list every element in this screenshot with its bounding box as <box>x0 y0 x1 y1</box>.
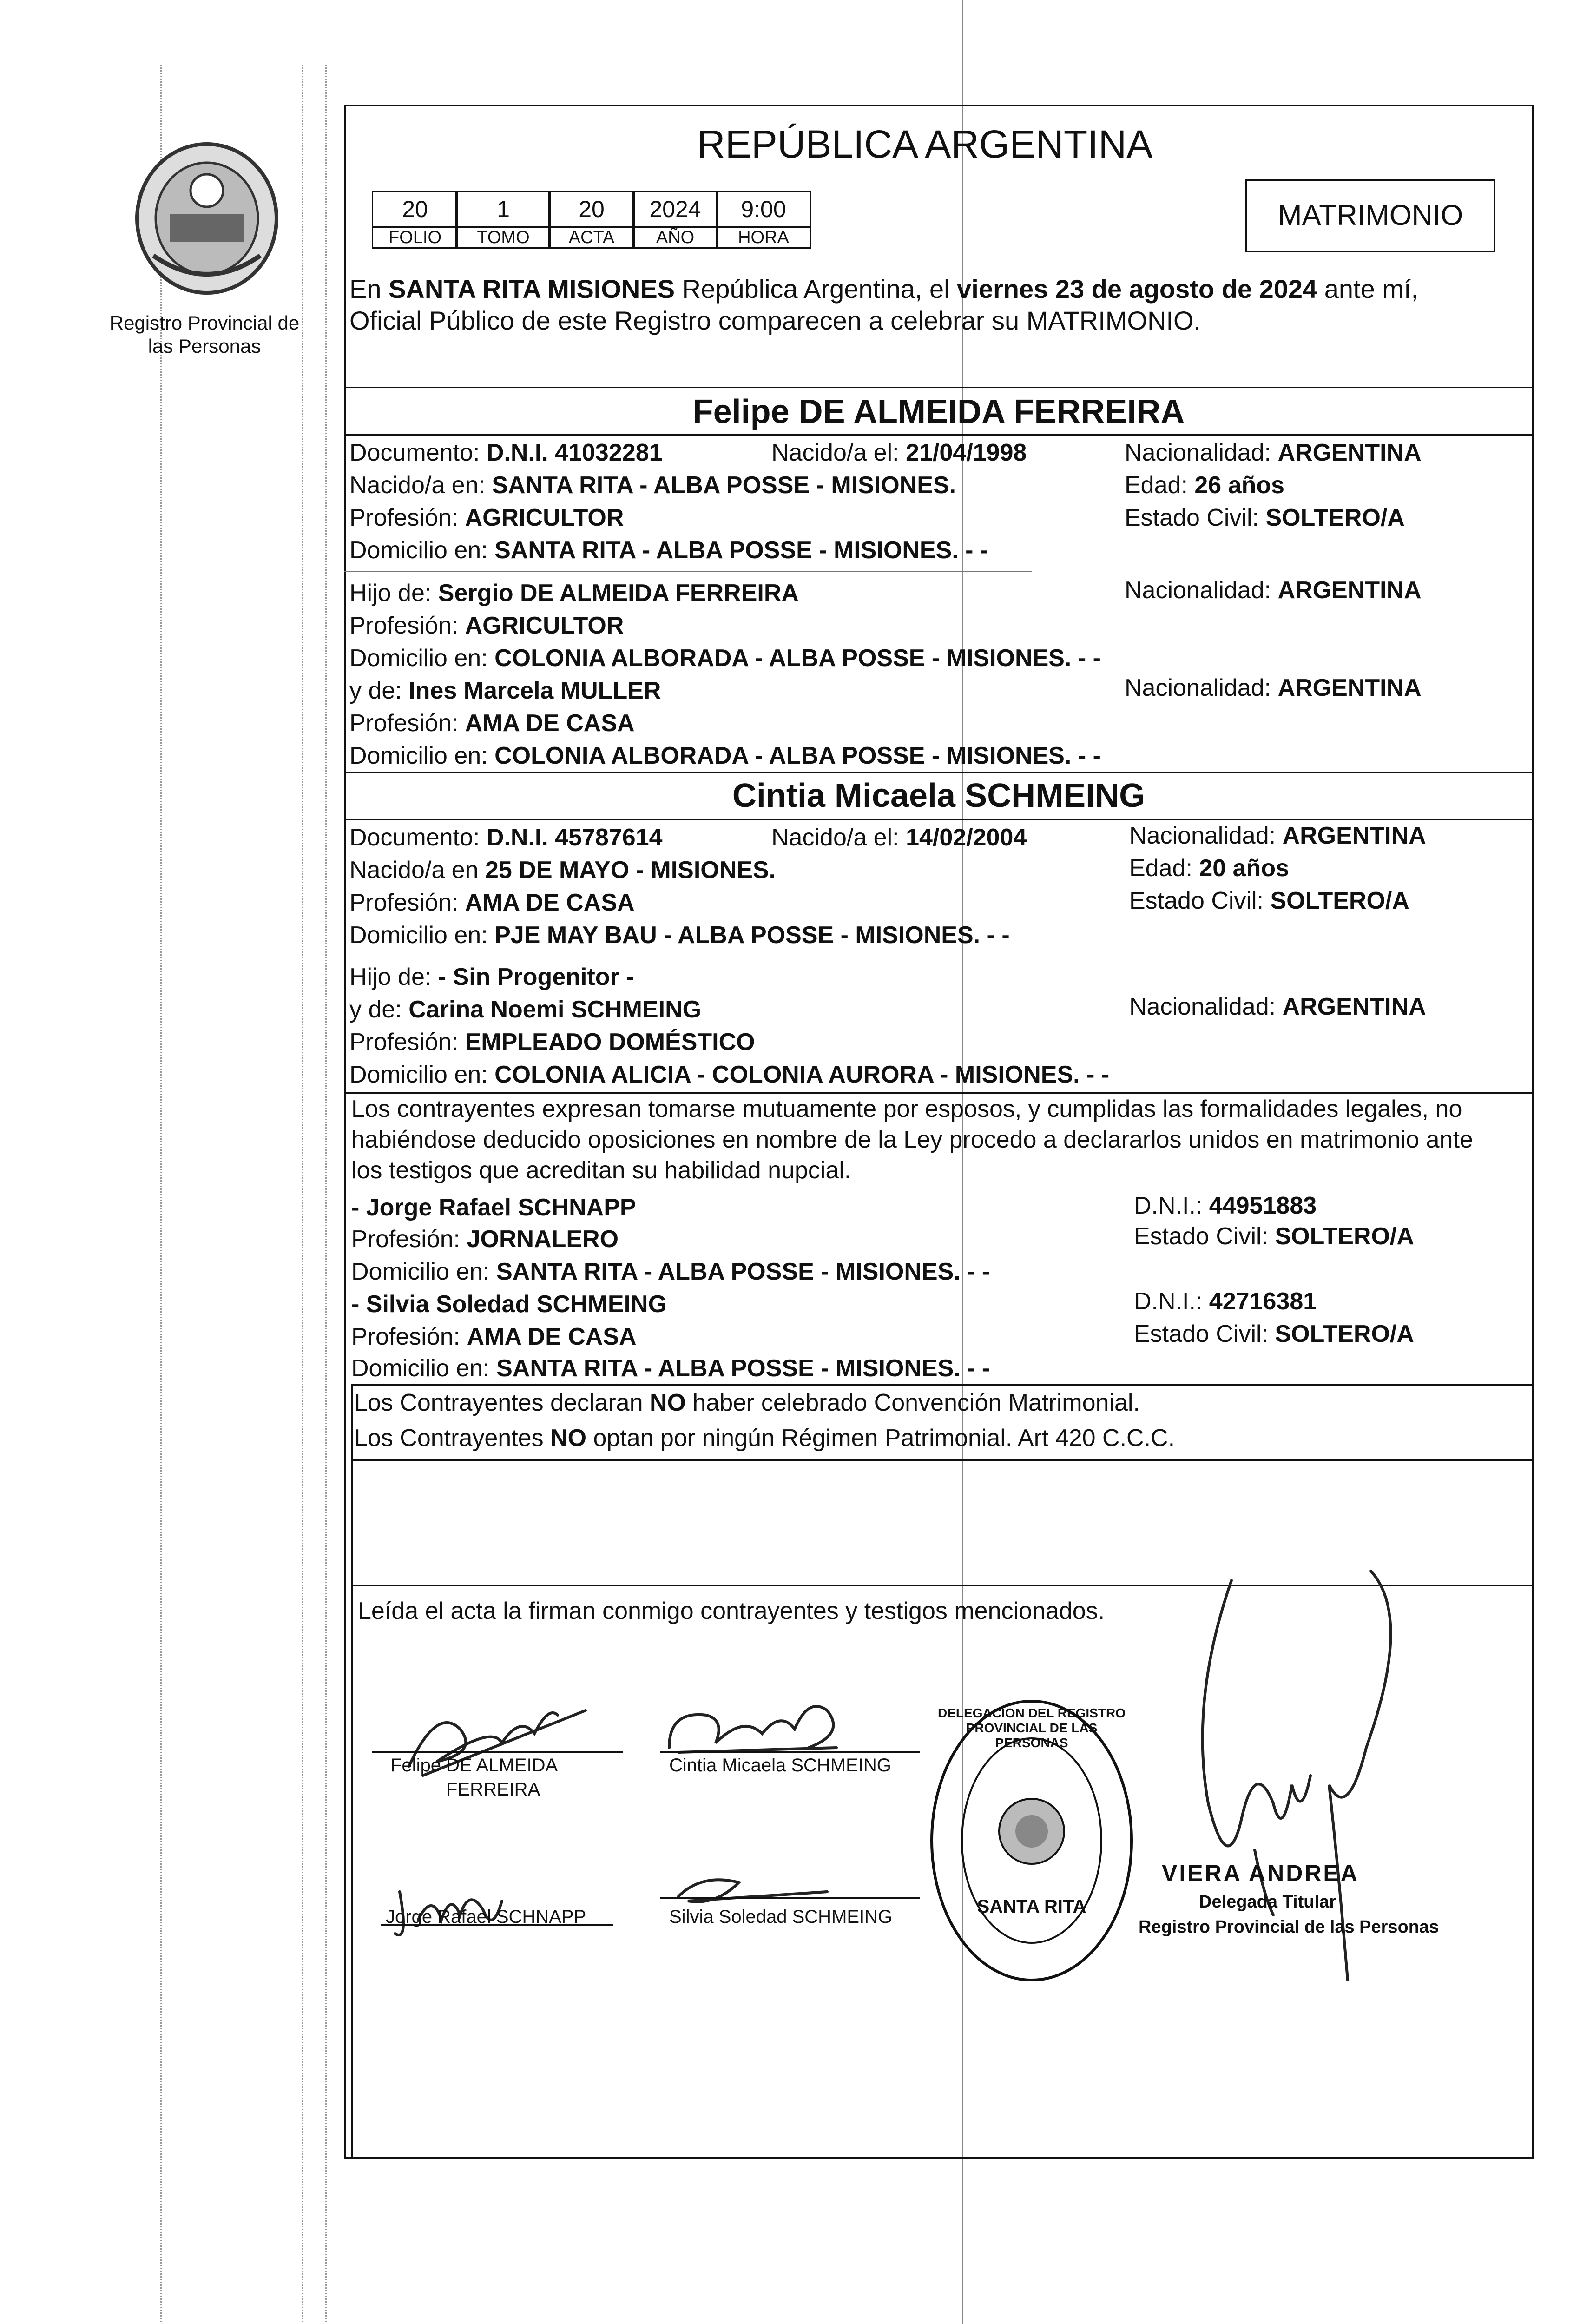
value: COLONIA ALICIA - COLONIA AURORA - MISIONES. - - <box>494 1061 1110 1088</box>
value: SOLTERO/A <box>1275 1223 1414 1250</box>
spouse2-mother-nat <box>1129 993 1426 1021</box>
label: Profesión: <box>349 889 459 916</box>
spouse2-mother-dom <box>349 1061 1109 1089</box>
declaration-line-3: los testigos que acreditan su habilidad nupcial. <box>351 1157 851 1184</box>
intro-date: viernes 23 de agosto de 2024 <box>957 274 1317 304</box>
label: y de: <box>349 996 402 1023</box>
label: Hijo de: <box>349 964 432 990</box>
label: Domicilio en: <box>349 1061 488 1088</box>
value: ARGENTINA <box>1282 822 1426 849</box>
value: AMA DE CASA <box>467 1323 637 1350</box>
spouse1-born <box>771 439 1027 467</box>
label: Nacido/a el: <box>771 824 899 851</box>
spouse2-civil <box>1129 887 1409 915</box>
value: AGRICULTOR <box>465 504 624 531</box>
value: 42716381 <box>1209 1288 1317 1315</box>
value: COLONIA ALBORADA - ALBA POSSE - MISIONES. - - <box>494 742 1101 769</box>
spouse1-mother-dom <box>349 742 1101 770</box>
value: 44951883 <box>1209 1192 1317 1219</box>
value: COLONIA ALBORADA - ALBA POSSE - MISIONES. - - <box>494 645 1101 672</box>
note-text: haber celebrado Convención Matrimonial. <box>685 1389 1140 1416</box>
closing-text: Leída el acta la firman conmigo contrayentes y testigos mencionados. <box>358 1598 1105 1624</box>
value: SANTA RITA - ALBA POSSE - MISIONES. <box>492 472 956 499</box>
value: SOLTERO/A <box>1265 504 1405 531</box>
witness1-prof <box>351 1225 619 1253</box>
witness2-name: - Silvia Soledad SCHMEING <box>351 1291 667 1318</box>
value: D.N.I. 41032281 <box>486 439 663 466</box>
label: Nacionalidad: <box>1129 993 1276 1020</box>
intro-place: SANTA RITA MISIONES <box>388 274 675 304</box>
label: Hijo de: <box>349 580 432 607</box>
value: ARGENTINA <box>1277 577 1422 604</box>
label: y de: <box>349 677 402 704</box>
value: SANTA RITA - ALBA POSSE - MISIONES. - - <box>496 1355 990 1382</box>
label: D.N.I.: <box>1134 1192 1203 1219</box>
spouse1-doc <box>349 439 663 467</box>
intro-line-1 <box>349 275 1418 303</box>
folio-label: FOLIO <box>372 226 458 249</box>
spouse1-nat <box>1125 439 1422 467</box>
label: Estado Civil: <box>1125 504 1259 531</box>
label: Nacionalidad: <box>1125 577 1271 604</box>
official-name: VIERA ANDREA <box>1162 1860 1359 1886</box>
note-convention <box>354 1389 1140 1417</box>
divider <box>344 1092 1534 1094</box>
signature-official <box>1171 1562 1431 2008</box>
spouse1-father <box>349 579 799 607</box>
value: 14/02/2004 <box>906 824 1027 851</box>
label: Profesión: <box>349 1029 459 1056</box>
label: Domicilio en: <box>351 1258 490 1285</box>
value: Sergio DE ALMEIDA FERREIRA <box>438 580 799 607</box>
official-title: Delegada Titular <box>1199 1892 1336 1912</box>
value: - Sin Progenitor - <box>438 964 634 990</box>
label: Domicilio en: <box>349 645 488 672</box>
label: Estado Civil: <box>1129 887 1264 914</box>
witness1-dom <box>351 1258 990 1286</box>
signature-label-spouse1-b: FERREIRA <box>446 1779 540 1800</box>
value: SANTA RITA - ALBA POSSE - MISIONES. - - <box>494 537 988 564</box>
spouse2-birthplace <box>349 856 776 884</box>
witness2-civil <box>1134 1320 1414 1348</box>
spouse1-birthplace <box>349 471 956 499</box>
label: Nacionalidad: <box>1129 822 1276 849</box>
spouse1-dom <box>349 536 988 564</box>
label: Nacido/a en: <box>349 472 485 499</box>
value: Ines Marcela MULLER <box>408 677 661 704</box>
note-regime <box>354 1424 1175 1452</box>
label: Profesión: <box>351 1323 461 1350</box>
spouse1-mother <box>349 677 661 705</box>
margin-guide <box>325 65 327 2324</box>
spouse2-doc <box>349 824 663 852</box>
anio-label: AÑO <box>632 226 718 249</box>
value: AGRICULTOR <box>465 612 624 639</box>
divider <box>351 1459 1534 1461</box>
value: D.N.I. 45787614 <box>486 824 663 851</box>
margin-guide <box>160 65 162 2324</box>
doc-type-box: MATRIMONIO <box>1245 179 1495 252</box>
label: Domicilio en: <box>349 742 488 769</box>
spouse1-mother-prof <box>349 709 635 737</box>
value: EMPLEADO DOMÉSTICO <box>465 1029 755 1056</box>
acta-label: ACTA <box>548 226 635 249</box>
label: Edad: <box>1125 472 1188 499</box>
witness1-name: - Jorge Rafael SCHNAPP <box>351 1194 636 1221</box>
value: ARGENTINA <box>1277 674 1422 701</box>
spouse2-nat <box>1129 822 1426 850</box>
signature-line <box>660 1897 920 1899</box>
intro-text: República Argentina, el <box>675 274 957 304</box>
signature-label-spouse1: Felipe DE ALMEIDA <box>390 1755 558 1776</box>
witness2-prof <box>351 1323 637 1351</box>
inner-left-border <box>351 1384 353 2159</box>
divider <box>344 819 1534 820</box>
value: AMA DE CASA <box>465 889 635 916</box>
note-no: NO <box>550 1425 587 1452</box>
label: Nacido/a el: <box>771 439 899 466</box>
label: Estado Civil: <box>1134 1223 1268 1250</box>
anio-value: 2024 <box>632 191 718 228</box>
spouse1-name: Felipe DE ALMEIDA FERREIRA <box>692 393 1185 430</box>
spouse2-name: Cintia Micaela SCHMEING <box>732 777 1146 814</box>
value: SOLTERO/A <box>1270 887 1409 914</box>
label: Domicilio en: <box>351 1355 490 1382</box>
value: 21/04/1998 <box>906 439 1027 466</box>
signature-witness1 <box>381 1864 520 1948</box>
spouse1-mother-nat <box>1125 674 1422 702</box>
note-no: NO <box>649 1389 686 1416</box>
spouse2-born <box>771 824 1027 852</box>
spouse2-prof <box>349 889 635 917</box>
divider <box>344 434 1534 436</box>
divider <box>351 1384 1534 1386</box>
intro-text: En <box>349 274 389 304</box>
label: Nacionalidad: <box>1125 674 1271 701</box>
label: Documento: <box>349 439 480 466</box>
label: Profesión: <box>351 1226 461 1253</box>
spouse2-father <box>349 963 634 991</box>
intro-line-2: Oficial Público de este Registro comparecen a celebrar su MATRIMONIO. <box>349 306 1201 335</box>
frame-bottom <box>344 2157 1534 2159</box>
witness1-civil <box>1134 1222 1414 1250</box>
label: Documento: <box>349 824 480 851</box>
folio-value: 20 <box>372 191 458 228</box>
stamp-ring-text: DELEGACION DEL REGISTRO PROVINCIAL DE LAS PERSONAS <box>938 1706 1126 1750</box>
note-text: optan por ningún Régimen Patrimonial. Art 420 C.C.C. <box>586 1425 1175 1452</box>
label: Estado Civil: <box>1134 1320 1268 1347</box>
signature-line <box>372 1751 623 1753</box>
hora-label: HORA <box>716 226 811 249</box>
declaration-line-2: habiéndose deducido oposiciones en nombre de la Ley procedo a declararlos unidos en matrimonio ante <box>351 1126 1473 1153</box>
witness2-dni <box>1134 1287 1317 1315</box>
value: 20 años <box>1199 855 1289 882</box>
value: ARGENTINA <box>1282 993 1426 1020</box>
intro-text: ante mí, <box>1317 274 1419 304</box>
margin-guide <box>302 65 303 2324</box>
divider <box>344 387 1534 388</box>
label: Edad: <box>1129 855 1192 882</box>
signature-label-spouse2: Cintia Micaela SCHMEING <box>669 1755 891 1776</box>
value: ARGENTINA <box>1277 439 1422 466</box>
label: Domicilio en: <box>349 922 488 949</box>
spouse2-age <box>1129 854 1289 882</box>
label: Profesión: <box>349 612 459 639</box>
spouse1-civil <box>1125 504 1405 532</box>
spouse1-prof <box>349 504 624 532</box>
note-text: Los Contrayentes declaran <box>354 1389 650 1416</box>
hora-value: 9:00 <box>716 191 811 228</box>
frame-top <box>344 105 1534 106</box>
official-stamp <box>925 1692 1139 1989</box>
spouse1-age <box>1125 471 1284 499</box>
value: SANTA RITA - ALBA POSSE - MISIONES. - - <box>496 1258 990 1285</box>
tomo-label: TOMO <box>455 226 551 249</box>
signature-label-witness2: Silvia Soledad SCHMEING <box>669 1907 893 1927</box>
value: SOLTERO/A <box>1275 1320 1414 1347</box>
value: AMA DE CASA <box>465 710 635 737</box>
spouse2-mother <box>349 996 701 1023</box>
spouse2-mother-prof <box>349 1028 755 1056</box>
label: Nacido/a en <box>349 857 479 884</box>
page-title: REPÚBLICA ARGENTINA <box>697 122 1153 166</box>
spouse1-father-dom <box>349 644 1101 672</box>
label: Domicilio en: <box>349 537 488 564</box>
value: 25 DE MAYO - MISIONES. <box>485 857 776 884</box>
spouse1-father-prof <box>349 612 624 640</box>
value: PJE MAY BAU - ALBA POSSE - MISIONES. - - <box>494 922 1010 949</box>
value: 26 años <box>1194 472 1284 499</box>
declaration-line-1: Los contrayentes expresan tomarse mutuamente por esposos, y cumplidas las formalidades legales, no <box>351 1096 1462 1122</box>
signature-line <box>660 1751 920 1753</box>
registry-label: Registro Provincial de las Personas <box>109 312 300 357</box>
spouse1-father-nat <box>1125 576 1422 604</box>
stamp-center-text: SANTA RITA <box>977 1896 1086 1917</box>
value: JORNALERO <box>467 1226 619 1253</box>
official-org: Registro Provincial de las Personas <box>1139 1917 1439 1937</box>
tomo-value: 1 <box>455 191 551 228</box>
acta-value: 20 <box>548 191 635 228</box>
label: Profesión: <box>349 504 459 531</box>
signature-spouse2 <box>660 1683 855 1762</box>
witness1-dni <box>1134 1192 1317 1220</box>
signature-label-witness1: Jorge Rafael SCHNAPP <box>386 1907 586 1927</box>
divider <box>344 772 1534 773</box>
province-seal <box>125 139 288 307</box>
label: Nacionalidad: <box>1125 439 1271 466</box>
label: Profesión: <box>349 710 459 737</box>
divider <box>344 571 1032 572</box>
label: D.N.I.: <box>1134 1288 1203 1315</box>
witness2-dom <box>351 1354 990 1382</box>
seal-text <box>125 139 126 140</box>
spouse2-dom <box>349 921 1010 949</box>
value: Carina Noemi SCHMEING <box>408 996 702 1023</box>
note-text: Los Contrayentes <box>354 1425 551 1452</box>
